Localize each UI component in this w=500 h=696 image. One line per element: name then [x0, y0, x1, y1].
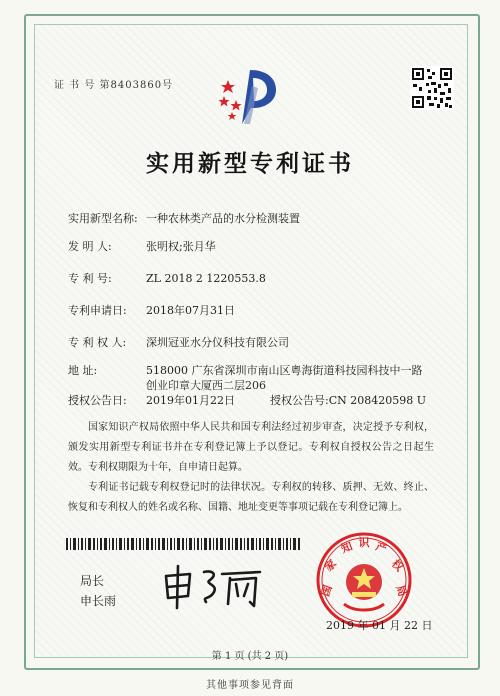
field-value: 2019年01月22日	[146, 394, 235, 407]
field-application-date	[68, 302, 235, 318]
field-address	[68, 362, 423, 378]
address-line-2: 创业印章大厦西二层206	[146, 379, 266, 392]
field-value: 张明权;张月华	[146, 240, 216, 253]
certificate-title: 实用新型专利证书	[146, 150, 354, 177]
certificate-number: 证 书 号 第8403860号	[54, 80, 174, 91]
barcode-icon	[66, 538, 300, 550]
field-label: 授权公告日:	[68, 394, 127, 407]
legal-status-paragraph: 专利证书记载专利权登记时的法律状况。专利权的转移、质押、无效、终止、恢复和专利权人的姓名或名称、国籍、地址变更等事项记载在专利登记簿上。	[68, 482, 434, 513]
field-value: CN 208420598 U	[328, 394, 427, 407]
svg-text:局: 局	[393, 583, 410, 599]
field-inventor	[68, 238, 216, 254]
grant-paragraph: 国家知识产权局依照中华人民共和国专利法经过初步审查，决定授予专利权，颁发实用新型专利证书并在专利登记簿上予以登记。专利权自授权公告之日起生效。专利权期限为十年，自申请日起算。	[68, 422, 434, 473]
official-seal-icon	[314, 530, 414, 630]
director-title: 局长	[80, 574, 105, 588]
field-label: 实用新型名称:	[68, 212, 138, 225]
issue-date: 2019 年 01 月 22 日	[326, 619, 433, 632]
footer-note: 其他事项参见背面	[206, 680, 294, 691]
field-label: 授权公告号:	[270, 394, 329, 407]
qr-code-icon	[410, 66, 454, 110]
field-value: 518000 广东省深圳市南山区粤海街道科技园科技中一路	[146, 364, 423, 377]
field-label: 地 址:	[68, 364, 98, 377]
svg-text:知: 知	[339, 539, 355, 556]
svg-text:国: 国	[318, 583, 335, 599]
field-value: 2018年07月31日	[146, 304, 235, 317]
svg-text:权: 权	[388, 557, 406, 575]
patent-office-logo-icon	[214, 62, 284, 132]
svg-text:家: 家	[322, 557, 340, 575]
director-name: 申长雨	[80, 594, 117, 608]
field-patentee	[68, 334, 289, 350]
field-value: 深圳冠亚水分仪科技有限公司	[146, 336, 289, 349]
field-label: 专利申请日:	[68, 304, 127, 317]
svg-text:产: 产	[373, 539, 389, 556]
field-patent-number	[68, 270, 266, 286]
field-label: 发 明 人:	[68, 240, 112, 253]
field-value: 一种农林类产品的水分检测装置	[146, 212, 300, 225]
page-number: 第 1 页 (共 2 页)	[211, 651, 289, 662]
handwritten-signature-icon	[160, 562, 270, 610]
field-value: ZL 2018 2 1220553.8	[146, 272, 266, 285]
svg-text:识: 识	[358, 536, 370, 549]
field-grant-date	[68, 392, 426, 408]
field-label: 专 利 号:	[68, 272, 112, 285]
field-utility-model-name	[68, 210, 300, 226]
field-label: 专 利 权 人:	[68, 336, 127, 349]
